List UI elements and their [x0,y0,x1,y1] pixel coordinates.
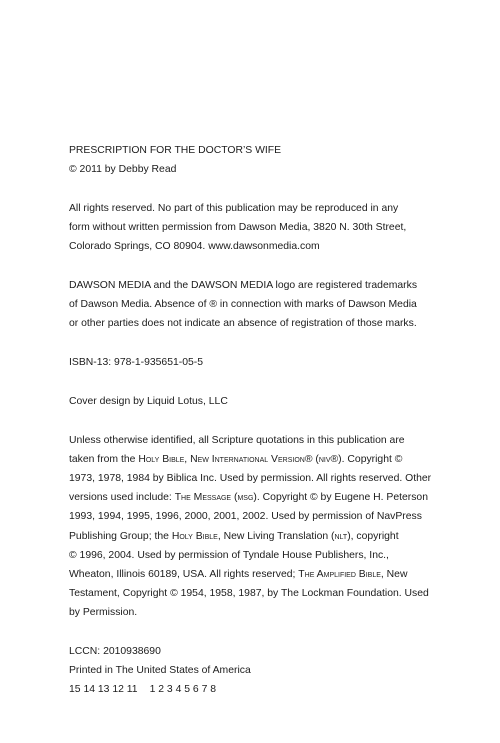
bible-version-name: Holy Bible [171,530,218,542]
scripture-text: , New [380,568,408,580]
rights-line-2: form without written permission from Dawson Media, 3820 N. 30th Street, [69,222,407,234]
scripture-text: ). Copyright © by Eugene H. Peterson [253,492,428,504]
version-abbreviation: nlt [334,530,348,542]
scripture-block [69,431,439,623]
scripture-text: ( [231,492,238,504]
scripture-line-9: Testament, Copyright © 1954, 1958, 1987, by The Lockman Foundation. Used [69,588,429,600]
rights-line-1: All rights reserved. No part of this publication may be reproduced in any [69,202,399,214]
scripture-line-5: 1993, 1994, 1995, 1996, 2000, 2001, 2002. Used by permission of NavPress [69,511,422,523]
printed-in: Printed in The United States of America [69,665,251,677]
bible-version-name: The Amplified Bible [298,568,381,580]
lccn: LCCN: 2010938690 [69,646,161,658]
title-block [69,141,439,179]
cover-credit: Cover design by Liquid Lotus, LLC [69,395,228,407]
book-title: PRESCRIPTION FOR THE DOCTOR’S WIFE [69,145,282,156]
version-abbreviation: niv [318,453,331,465]
scripture-line-3: 1973, 1978, 1984 by Biblica Inc. Used by permission. All rights reserved. Other [69,472,432,484]
scripture-text: ), copyright [347,530,399,542]
cover-credit-block [69,392,439,411]
scripture-line-6 [69,527,439,546]
scripture-text: Publishing Group; the [69,530,172,542]
scripture-line-8 [69,565,439,584]
isbn-block [69,353,439,372]
scripture-text: , New Living Translation ( [217,530,335,542]
scripture-text: Wheaton, Illinois 60189, USA. All rights reserved; [69,568,299,580]
copyright-notice: © 2011 by Debby Read [69,164,177,176]
printing-years: 15 14 13 12 11 [69,684,138,696]
rights-block [69,199,439,257]
trademark-line-3: or other parties does not indicate an absence of registration of those marks. [69,318,417,330]
scripture-text: versions used include: [69,492,175,504]
printing-block [69,642,439,700]
scripture-text: ® ( [304,453,319,465]
version-abbreviation: msg [237,492,254,504]
scripture-line-2 [69,450,439,469]
printer-key [69,680,439,699]
impression-numbers: 1 2 3 4 5 6 7 8 [149,684,217,696]
scripture-line-7: © 1996, 2004. Used by permission of Tyndale House Publishers, Inc., [69,549,389,561]
rights-line-3: Colorado Springs, CO 80904. www.dawsonmedia.com [69,241,320,253]
isbn: ISBN-13: 978-1-935651-05-5 [69,357,204,369]
bible-version-name: Holy Bible, New International Version [138,453,305,465]
scripture-text: taken from the [69,453,139,465]
copyright-text [69,141,439,719]
scripture-line-4 [69,488,439,507]
trademark-block [69,276,439,334]
scripture-line-10: by Permission. [69,607,138,619]
trademark-line-2: of Dawson Media. Absence of ® in connection with marks of Dawson Media [69,299,417,311]
trademark-line-1: DAWSON MEDIA and the DAWSON MEDIA logo are registered trademarks [69,280,418,292]
scripture-line-1: Unless otherwise identified, all Scripture quotations in this publication are [69,434,405,446]
bible-version-name: The Message [174,492,232,504]
scripture-text: ®). Copyright © [330,453,403,465]
